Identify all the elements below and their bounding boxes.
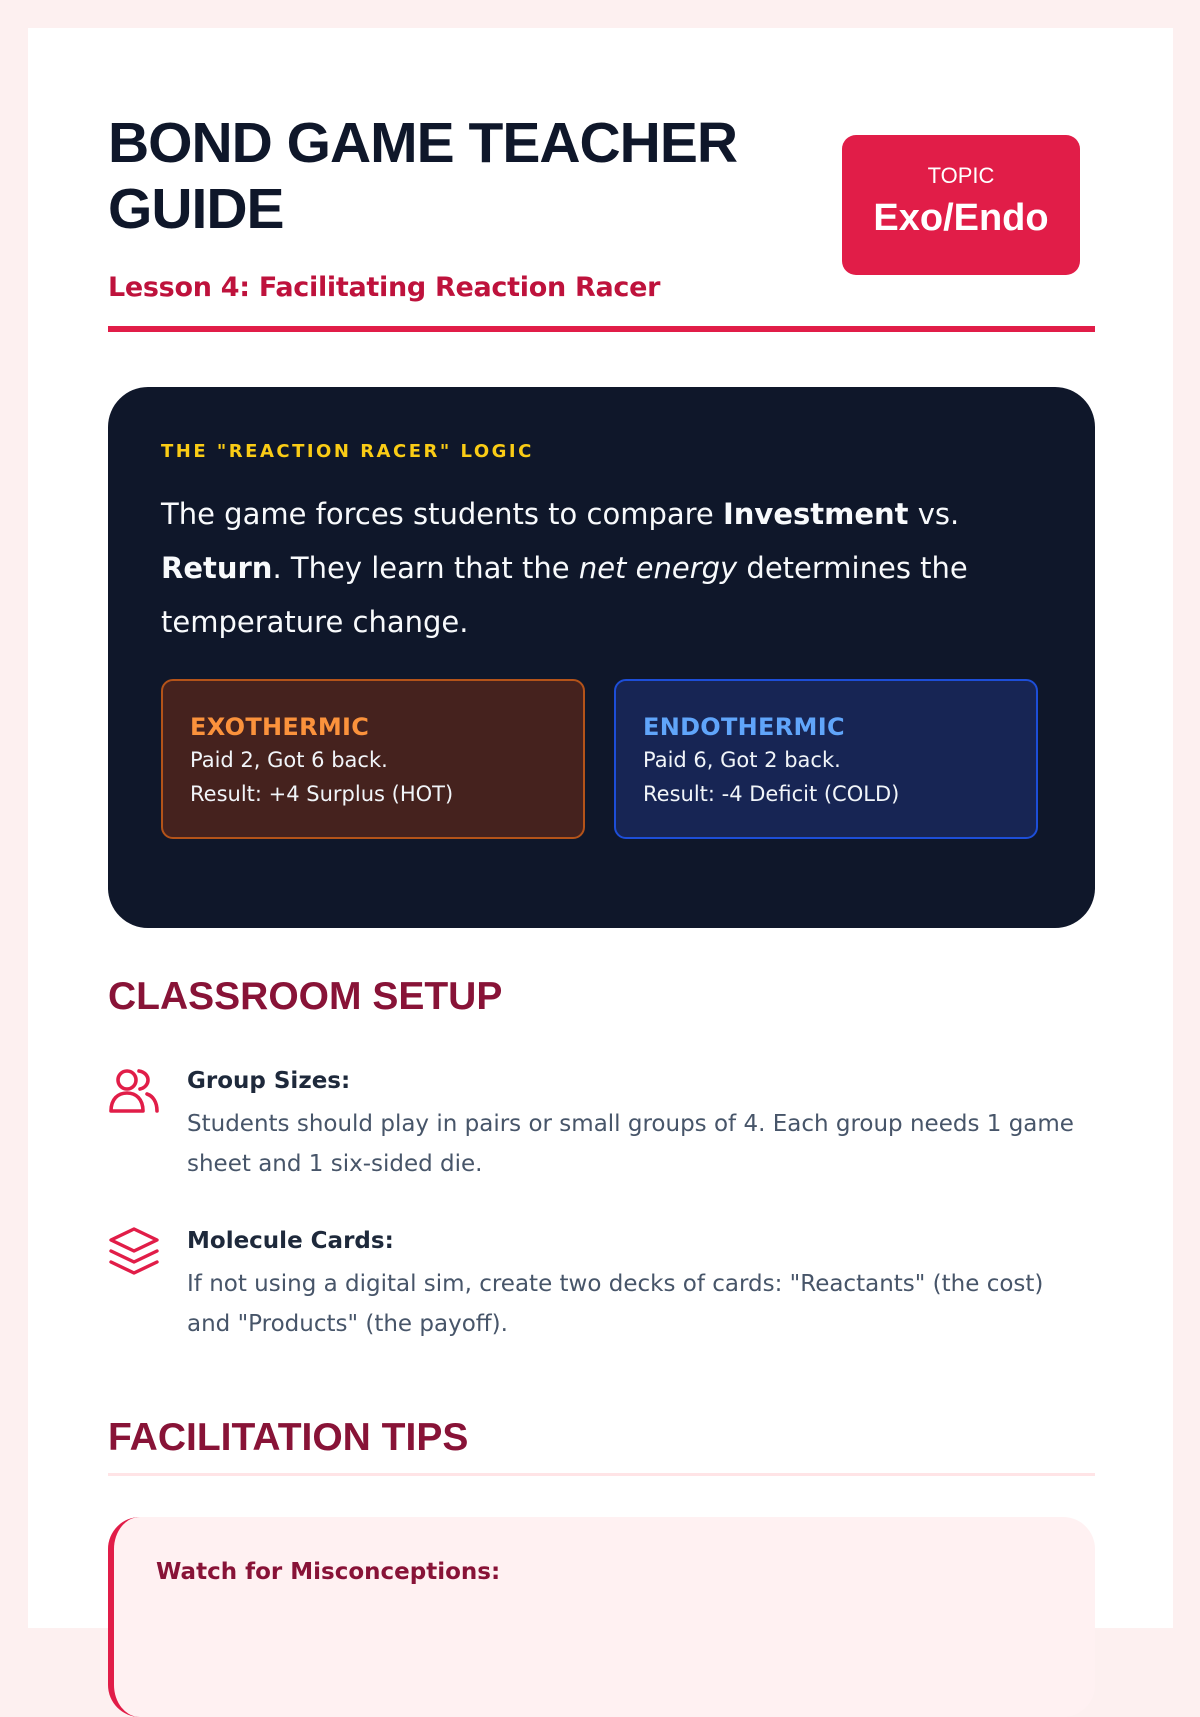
- exothermic-box: [161, 679, 585, 839]
- group-sizes-label: Group Sizes:: [187, 1068, 351, 1094]
- endothermic-line-1: Paid 6, Got 2 back.: [643, 748, 841, 772]
- logic-text-1: The game forces students to compare: [161, 497, 723, 531]
- misconceptions-card: [108, 1517, 1095, 1717]
- header-divider: [108, 326, 1095, 332]
- endothermic-title: ENDOTHERMIC: [643, 713, 845, 741]
- exothermic-line-1: Paid 2, Got 6 back.: [190, 748, 388, 772]
- exothermic-line-2: Result: +4 Surplus (HOT): [190, 782, 454, 806]
- facilitation-tips-title: FACILITATION TIPS: [108, 1416, 469, 1459]
- endothermic-box: [614, 679, 1038, 839]
- exothermic-title: EXOTHERMIC: [190, 713, 370, 741]
- topic-badge: [842, 135, 1080, 275]
- topic-label: TOPIC: [927, 163, 995, 188]
- classroom-setup-title: CLASSROOM SETUP: [108, 975, 503, 1018]
- layers-icon: [108, 1226, 160, 1278]
- lesson-subtitle: Lesson 4: Facilitating Reaction Racer: [108, 272, 661, 303]
- logic-text-3: . They learn that the: [272, 551, 579, 585]
- logic-investment: Investment: [722, 497, 909, 531]
- endothermic-line-2: Result: -4 Deficit (COLD): [643, 782, 900, 806]
- molecule-cards-text: If not using a digital sim, create two decks of cards: "Reactants" (the cost) and "Products" (the payoff).: [187, 1271, 1044, 1337]
- topic-value: Exo/Endo: [873, 197, 1049, 239]
- reaction-racer-logic-card: [108, 387, 1095, 928]
- logic-description: [161, 487, 1041, 649]
- logic-return: Return: [161, 551, 273, 585]
- logic-net-energy: net energy: [578, 551, 738, 585]
- guide-page: [28, 28, 1173, 1628]
- users-icon: [108, 1066, 160, 1118]
- logic-heading: THE "REACTION RACER" LOGIC: [161, 441, 534, 462]
- logic-text-4: determines the temperature change.: [161, 551, 968, 639]
- page-title: BOND GAME TEACHER GUIDE: [108, 111, 738, 241]
- tips-divider: [108, 1473, 1095, 1476]
- misconceptions-label: Watch for Misconceptions:: [156, 1559, 501, 1585]
- logic-text-2: vs.: [908, 497, 960, 531]
- group-sizes-text: Students should play in pairs or small groups of 4. Each group needs 1 game sheet and 1 six-sided die.: [187, 1111, 1074, 1177]
- molecule-cards-label: Molecule Cards:: [187, 1228, 394, 1254]
